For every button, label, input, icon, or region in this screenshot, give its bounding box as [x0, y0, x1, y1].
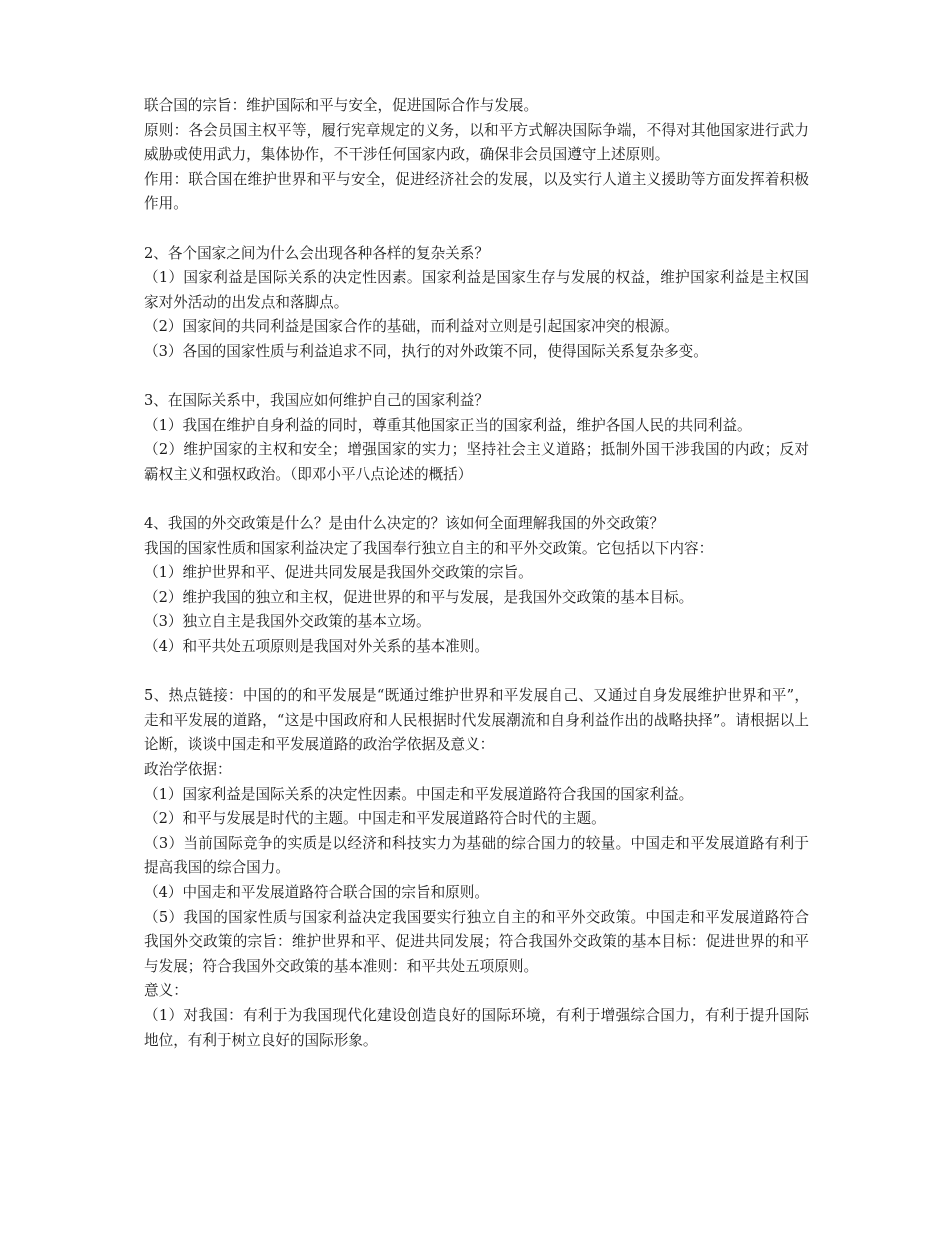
blank-line [144, 217, 809, 242]
paragraph: （3）各国的国家性质与利益追求不同，执行的对外政策不同，使得国际关系复杂多变。 [144, 342, 708, 360]
paragraph: 原则：各会员国主权平等，履行宪章规定的义务，以和平方式解决国际争端，不得对其他国家进行武力威胁或使用武力，集体协作，不干涉任何国家内政，确保非会员国遵守上述原则。 [144, 121, 809, 164]
paragraph: 作用：联合国在维护世界和平与安全，促进经济社会的发展，以及实行人道主义援助等方面发挥着积极作用。 [144, 170, 809, 213]
paragraph: （3）当前国际竞争的实质是以经济和科技实力为基础的综合国力的较量。中国走和平发展道路有利于提高我国的综合国力。 [144, 834, 809, 877]
paragraph: 2、各个国家之间为什么会出现各种各样的复杂关系？ [144, 244, 489, 262]
paragraph: （5）我国的国家性质与国家利益决定我国要实行独立自主的和平外交政策。中国走和平发展道路符合我国外交政策的宗旨：维护世界和平、促进共同发展；符合我国外交政策的基本目标：促进世界的和平与发展；符合我国外交政策的基本准则：和平共处五项原则。 [144, 908, 809, 975]
paragraph: 政治学依据： [144, 761, 232, 779]
paragraph: （4）和平共处五项原则是我国对外关系的基本准则。 [144, 638, 489, 656]
paragraph: （2）和平与发展是时代的主题。中国走和平发展道路符合时代的主题。 [144, 810, 606, 828]
blank-line [144, 365, 809, 390]
paragraph: 意义： [144, 982, 188, 1000]
paragraph: 3、在国际关系中，我国应如何维护自己的国家利益？ [144, 392, 489, 410]
paragraph: （2）维护我国的独立和主权，促进世界的和平与发展，是我国外交政策的基本目标。 [144, 588, 694, 606]
paragraph: （1）我国在维护自身利益的同时，尊重其他国家正当的国家利益，维护各国人民的共同利益。 [144, 416, 752, 434]
paragraph: （2）维护国家的主权和安全；增强国家的实力；坚持社会主义道路；抵制外国干涉我国的内政；反对霸权主义和强权政治。（即邓小平八点论述的概括） [144, 441, 809, 483]
paragraph: （1）国家利益是国际关系的决定性因素。国家利益是国家生存与发展的权益，维护国家利益是主权国家对外活动的出发点和落脚点。 [144, 269, 809, 311]
paragraph: 联合国的宗旨：维护国际和平与安全，促进国际合作与发展。 [144, 97, 539, 114]
paragraph: 我国的国家性质和国家利益决定了我国奉行独立自主的和平外交政策。它包括以下内容： [144, 539, 714, 557]
paragraph: 4、我国的外交政策是什么？是由什么决定的？该如何全面理解我国的外交政策？ [144, 515, 665, 533]
blank-line [144, 660, 809, 685]
paragraph: （1）维护世界和平、促进共同发展是我国外交政策的宗旨。 [144, 564, 533, 582]
paragraph: （4）中国走和平发展道路符合联合国的宗旨和原则。 [144, 884, 489, 901]
paragraph: （1）国家利益是国际关系的决定性因素。中国走和平发展道路符合我国的国家利益。 [144, 785, 694, 803]
paragraph: （3）独立自主是我国外交政策的基本立场。 [144, 613, 431, 631]
paragraph: （1）对我国：有利于为我国现代化建设创造良好的国际环境，有利于增强综合国力，有利于提升国际地位，有利于树立良好的国际形象。 [144, 1006, 809, 1049]
blank-line [144, 488, 809, 513]
paragraph: 5、热点链接：中国的的和平发展是“既通过维护世界和平发展自己、又通过自身发展维护世界和平”，走和平发展的道路，“这是中国政府和人民根据时代发展潮流和自身利益作出的战略抉择”。请根据以上论断，谈谈中国走和平发展道路的政治学依据及意义： [144, 687, 809, 754]
paragraph: （2）国家间的共同利益是国家合作的基础，而利益对立则是引起国家冲突的根源。 [144, 318, 679, 336]
document-body [144, 94, 809, 1053]
